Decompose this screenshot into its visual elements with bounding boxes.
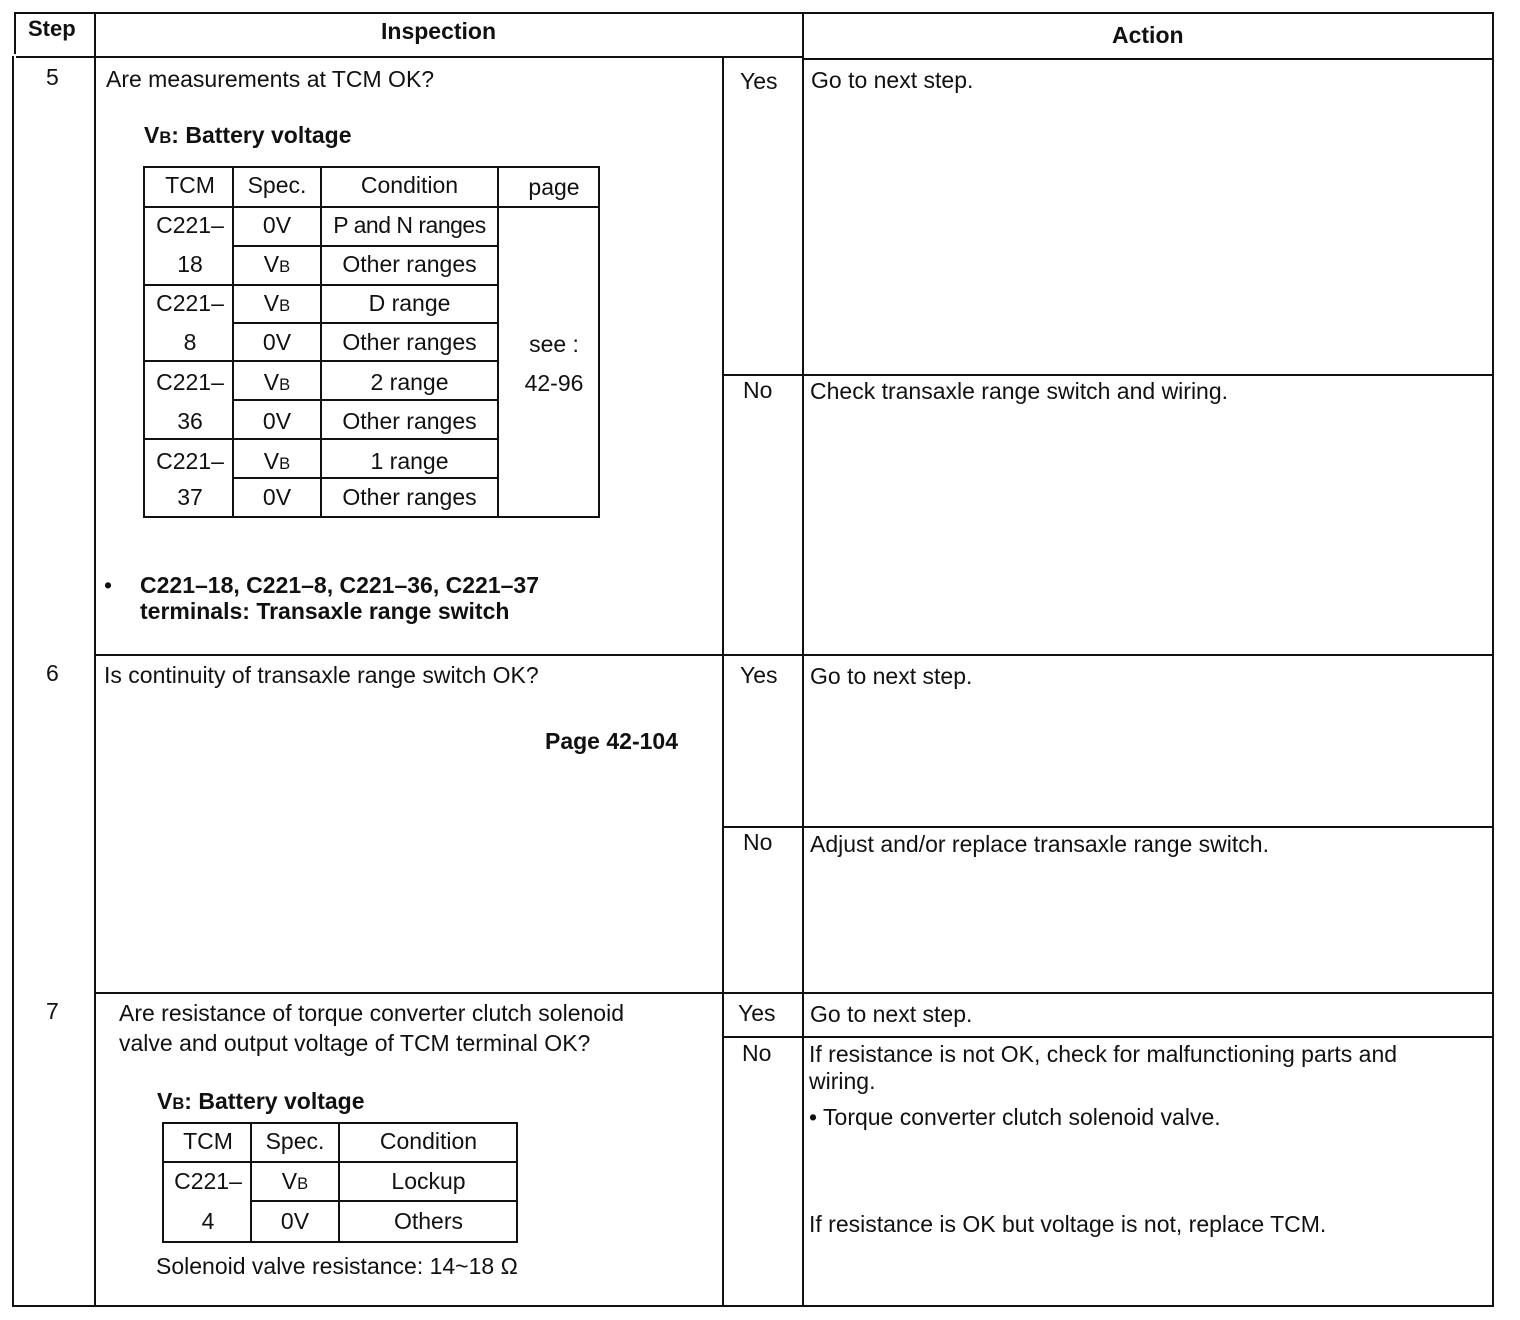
action-yes: Go to next step. [810, 1001, 973, 1027]
header-divider-right [804, 58, 1494, 60]
mt-condition: Other ranges [342, 251, 477, 277]
table-border-left-header [14, 12, 16, 54]
mt-tcm-top: C221– [156, 448, 224, 474]
note-bullet: • [104, 572, 113, 598]
vb-subscript: B [279, 375, 291, 394]
step6-bottom-divider [94, 992, 1494, 994]
vb-subscript: B [172, 1094, 185, 1113]
vb-subscript: B [279, 296, 291, 315]
mt-header-page: page [528, 174, 580, 200]
mt-condition: 1 range [370, 448, 449, 474]
step6-yes-no-divider [724, 826, 1494, 828]
mt-page-line2: 42-96 [524, 370, 584, 396]
mt-spec: 0V [262, 484, 292, 510]
mt-condition: Other ranges [342, 408, 477, 434]
mt-tcm-top: C221– [156, 369, 224, 395]
vb-definition [144, 122, 352, 148]
step-number: 6 [46, 660, 59, 686]
inspection-question-line1: Are resistance of torque converter clutch solenoid [119, 1000, 624, 1026]
mt-tcm-top: C221– [174, 1168, 242, 1194]
page-reference: Page 42-104 [545, 728, 678, 754]
mt-header-condition: Condition [379, 1128, 478, 1154]
mt-header-tcm: TCM [165, 172, 215, 198]
step-number: 7 [46, 998, 59, 1024]
mt-header-line [144, 206, 600, 208]
mt-tcm-bottom: 18 [177, 251, 203, 277]
mt-spec: VB [263, 290, 291, 316]
inspection-question: Are measurements at TCM OK? [106, 66, 435, 92]
header-step: Step [28, 16, 76, 41]
inspection-question: Is continuity of transaxle range switch OK? [104, 662, 539, 688]
step-column-divider [94, 12, 96, 1307]
mt-row-line [250, 1200, 518, 1202]
answer-column-divider [722, 58, 724, 1307]
mt-spec: 0V [262, 329, 292, 355]
vb-symbol: V [157, 1088, 173, 1114]
answer-no: No [743, 829, 773, 855]
mt-condition: Lockup [391, 1168, 466, 1194]
action-column-divider [802, 12, 804, 1307]
action-yes: Go to next step. [811, 67, 974, 93]
mt-condition: D range [368, 290, 451, 316]
inspection-question-line2: valve and output voltage of TCM terminal OK? [119, 1030, 591, 1056]
mt-condition: Other ranges [342, 484, 477, 510]
answer-yes: Yes [738, 1000, 776, 1026]
action-no: Check transaxle range switch and wiring. [810, 378, 1229, 404]
vb-text: : Battery voltage [171, 122, 352, 148]
header-divider-left [16, 56, 804, 58]
action-no: Adjust and/or replace transaxle range switch. [810, 831, 1269, 857]
table-border-right [1492, 12, 1494, 1307]
note-line1: C221–18, C221–8, C221–36, C221–37 [140, 572, 539, 598]
mt-tcm-top: C221– [156, 212, 224, 238]
answer-yes: Yes [740, 68, 778, 94]
mt-tcm-bottom: 37 [177, 484, 203, 510]
mt-header-spec: Spec. [265, 1128, 325, 1154]
mt-header-tcm: TCM [183, 1128, 233, 1154]
mt-spec: VB [281, 1168, 309, 1194]
mt-row-line [232, 245, 498, 247]
mt-condition: P and N ranges [333, 212, 486, 238]
answer-yes: Yes [740, 662, 778, 688]
answer-no: No [743, 377, 773, 403]
vb-subscript: B [279, 257, 291, 276]
mt-spec: 0V [262, 212, 292, 238]
mt-row-line [232, 322, 498, 324]
action-yes: Go to next step. [810, 663, 973, 689]
mt-spec: 0V [262, 408, 292, 434]
mt-spec: VB [263, 448, 291, 474]
mt-row-line [232, 477, 498, 479]
action-no-line1: If resistance is not OK, check for malfunctioning parts and [809, 1041, 1398, 1067]
answer-no: No [742, 1040, 772, 1066]
mt-tcm-bottom: 4 [201, 1208, 215, 1234]
mt-spec: VB [263, 251, 291, 277]
step-number: 5 [46, 64, 59, 90]
mt-tcm-top: C221– [156, 290, 224, 316]
vb-subscript: B [159, 128, 172, 147]
mt-spec: 0V [280, 1208, 310, 1234]
mt-tcm-bottom: 36 [177, 408, 203, 434]
mt-group-line [144, 284, 498, 286]
step7-yes-no-divider [724, 1036, 1494, 1038]
mt-group-line [144, 360, 498, 362]
vb-definition [157, 1088, 365, 1114]
mt-tcm-bottom: 8 [183, 329, 197, 355]
vb-subscript: B [279, 454, 291, 473]
step5-bottom-divider [94, 654, 1494, 656]
action-no-line2: wiring. [809, 1068, 876, 1094]
resistance-spec: Solenoid valve resistance: 14~18 Ω [156, 1253, 518, 1279]
vb-symbol: V [144, 122, 160, 148]
action-no-second: If resistance is OK but voltage is not, replace TCM. [809, 1211, 1327, 1237]
mt-page-line1: see : [529, 331, 579, 357]
header-action: Action [1112, 22, 1184, 48]
note-line2: terminals: Transaxle range switch [140, 598, 510, 624]
mt-condition: Others [393, 1208, 464, 1234]
mt-condition: 2 range [370, 369, 449, 395]
table-border-top [16, 12, 1494, 14]
vb-text: : Battery voltage [184, 1088, 365, 1114]
mt-header-spec: Spec. [247, 172, 307, 198]
mt-header-line [163, 1161, 517, 1163]
table-border-bottom [12, 1305, 1494, 1307]
header-inspection: Inspection [381, 18, 497, 44]
action-no-bullet: • Torque converter clutch solenoid valve. [809, 1104, 1221, 1130]
mt-condition: Other ranges [342, 329, 477, 355]
mt-row-line [232, 399, 498, 401]
mt-header-condition: Condition [360, 172, 459, 198]
table-border-left [12, 56, 14, 1307]
vb-subscript: B [297, 1174, 309, 1193]
mt-group-line [144, 438, 498, 440]
step5-yes-no-divider [724, 374, 1494, 376]
mt-spec: VB [263, 369, 291, 395]
